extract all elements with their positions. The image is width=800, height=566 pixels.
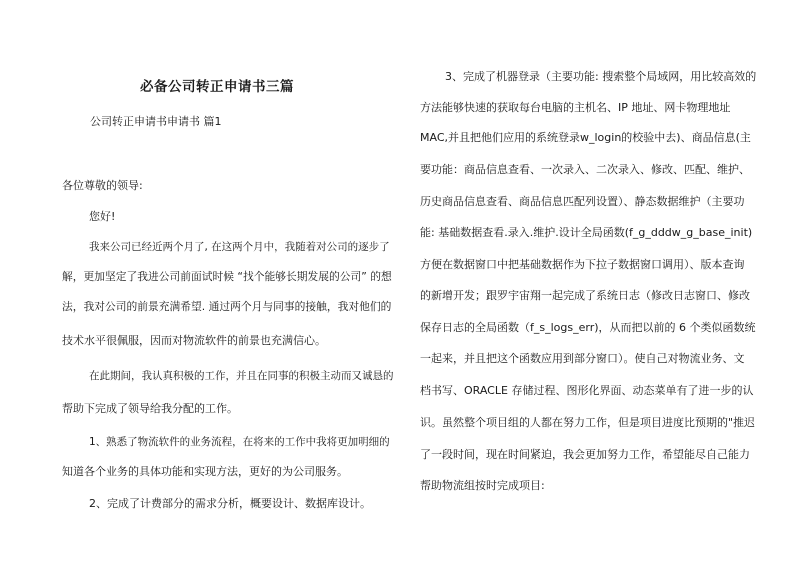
document-subtitle: 公司转正申请书申请书 篇1 [90,115,222,128]
paragraph-line: 了一段时间，现在时间紧迫，我会更加努力工作，希望能尽自己能力 [420,448,750,461]
paragraph-line: 解，更加坚定了我进公司前面试时候 “找个能够长期发展的公司” 的想 [62,270,392,283]
paragraph-line: 帮助物流组按时完成项目: [420,479,545,492]
paragraph-line: 档书写、ORACLE 存储过程、图形化界面、动态菜单有了进一步的认 [420,384,754,397]
paragraph-line: 历史商品信息查看、商品信息匹配列设置）、静态数据维护（主要功 [420,195,745,208]
paragraph-line: 能: 基础数据查看.录入.维护.设计全局函数(f_g_dddw_g_base_init) [420,226,753,239]
paragraph-line: 您好! [89,210,116,223]
paragraph-line: 我来公司已经近两个月了, 在这两个月中，我随着对公司的逐步了 [89,241,390,253]
paragraph-line: 2、完成了计费部分的需求分析，概要设计、数据库设计。 [89,497,371,510]
paragraph-line: 的新增开发；跟罗宇宙翔一起完成了系统日志（修改日志窗口、修改 [420,289,750,302]
paragraph-line: 要功能：商品信息查看、一次录入、二次录入、修改、匹配、维护、 [420,163,750,176]
paragraph-line: 1、熟悉了物流软件的业务流程，在将来的工作中我将更加明细的 [89,436,390,448]
paragraph-line: 在此期间，我认真积极的工作，并且在同事的积极主动而又诚恳的 [89,370,394,382]
paragraph-line: 技术水平很佩服，因而对物流软件的前景也充满信心。 [62,334,326,347]
paragraph-line: 帮助下完成了领导给我分配的工作。 [62,402,238,415]
paragraph-line: 3、完成了机器登录（主要功能: 搜索整个局域网，用比较高效的 [445,70,757,83]
paragraph-line: 一起来，并且把这个函数应用到部分窗口）。使自己对物流业务、文 [420,352,745,365]
paragraph-line: 法，我对公司的前景充满希望. 通过两个月与同事的接触，我对他们的 [62,300,392,313]
paragraph-line: 方法能够快速的获取每台电脑的主机名、IP 地址、网卡物理地址 [420,101,731,114]
paragraph-line: 方便在数据窗口中把基础数据作为下拉子数据窗口调用）、版本查询 [420,258,745,271]
paragraph-line: MAC,并且把他们应用的系统登录w_login的校验中去)、商品信息(主 [420,131,751,144]
document-title: 必备公司转正申请书三篇 [140,79,294,95]
paragraph-line: 各位尊敬的领导: [62,179,143,192]
paragraph-line: 知道各个业务的具体功能和实现方法，更好的为公司服务。 [62,465,348,478]
paragraph-line: 保存日志的全局函数（f_s_logs_err)，从而把以前的 6 个类似函数统 [420,321,756,334]
paragraph-line: 识。虽然整个项目组的人都在努力工作，但是项目进度比预期的"推迟 [420,416,756,429]
